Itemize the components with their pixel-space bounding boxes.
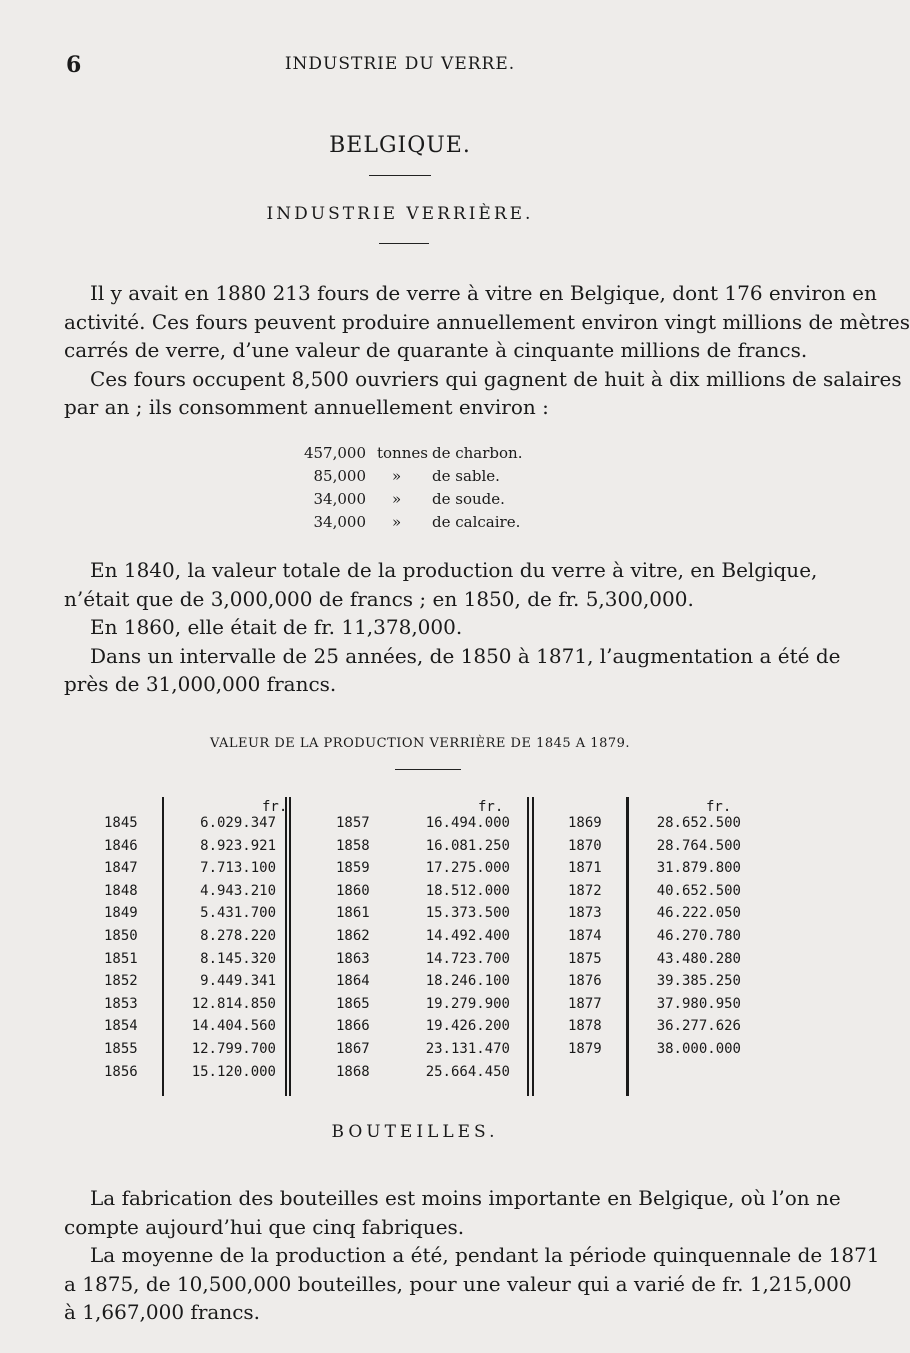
consumption-unit: » — [392, 467, 402, 485]
table-value: 7.713.100 — [200, 860, 276, 877]
history-line-4: Dans un intervalle de 25 années, de 1850 à 1871, l’augmentation a été de — [90, 643, 841, 668]
bottles-line-1: La fabrication des bouteilles est moins importante en Belgique, où l’on ne — [90, 1186, 841, 1210]
caption-rule — [395, 769, 461, 770]
intro-paragraph — [64, 279, 910, 422]
table-value: 15.373.500 — [425, 905, 510, 922]
table-year: 1865 — [336, 995, 370, 1012]
page-number: 6 — [66, 52, 82, 78]
table-year: 1852 — [104, 973, 138, 990]
table-value: 14.492.400 — [425, 928, 510, 944]
table-year: 1856 — [104, 1063, 138, 1080]
table-year: 1847 — [104, 860, 138, 877]
bottles-title: BOUTEILLES. — [331, 1122, 499, 1142]
table-unit-label: fr. — [706, 799, 732, 815]
table-divider — [162, 797, 164, 1096]
table-unit-label: fr. — [262, 799, 288, 815]
table-value: 18.512.000 — [425, 882, 510, 899]
consumption-qty: 457,000 — [303, 444, 366, 462]
history-line-1: En 1840, la valeur totale de la production du verre à vitre, en Belgique, — [90, 558, 818, 582]
table-value: 9.449.341 — [200, 973, 276, 990]
intro-line-1: Il y avait en 1880 213 fours de verre à vitre en Belgique, dont 176 environ en — [90, 281, 877, 305]
table-year: 1877 — [568, 995, 602, 1012]
intro-line-4: Ces fours occupent 8,500 ouvriers qui gagnent de huit à dix millions de salaires — [90, 366, 902, 391]
table-year: 1848 — [104, 882, 138, 899]
title-rule — [369, 175, 431, 176]
history-paragraph — [64, 556, 841, 699]
running-title: INDUSTRIE DU VERRE. — [284, 54, 516, 74]
table-value: 38.000.000 — [656, 1041, 741, 1057]
table-year: 1853 — [104, 995, 138, 1012]
table-value: 14.723.700 — [425, 950, 510, 967]
history-line-3: En 1860, elle était de fr. 11,378,000. — [90, 615, 463, 639]
bottles-paragraph — [64, 1184, 880, 1327]
table-year: 1860 — [336, 882, 370, 899]
table-year: 1855 — [104, 1041, 138, 1057]
table-year: 1849 — [104, 905, 138, 922]
intro-line-3: carrés de verre, d’une valeur de quarante à cinquante millions de francs. — [64, 338, 808, 362]
table-value: 39.385.250 — [656, 973, 741, 990]
table-value: 46.270.780 — [656, 928, 741, 944]
table-year: 1850 — [104, 928, 138, 944]
table-year: 1851 — [104, 950, 138, 967]
table-year: 1879 — [568, 1041, 602, 1057]
table-value: 28.764.500 — [656, 837, 741, 854]
table-year: 1867 — [336, 1041, 370, 1057]
consumption-unit: » — [392, 490, 402, 508]
table-value: 12.814.850 — [191, 995, 276, 1012]
table-value: 16.494.000 — [425, 815, 510, 831]
table-divider — [285, 797, 287, 1096]
table-value: 4.943.210 — [200, 882, 276, 899]
history-line-2: n’était que de 3,000,000 de francs ; en 1850, de fr. 5,300,000. — [64, 586, 694, 611]
history-line-5: près de 31,000,000 francs. — [64, 672, 337, 696]
table-year: 1858 — [336, 837, 370, 854]
bottles-line-4: a 1875, de 10,500,000 bouteilles, pour une valeur qui a varié de fr. 1,215,000 — [64, 1271, 852, 1296]
intro-line-2: activité. Ces fours peuvent produire annuellement environ vingt millions de mètres — [64, 309, 910, 334]
table-year: 1878 — [568, 1018, 602, 1035]
table-value: 23.131.470 — [425, 1041, 510, 1057]
table-year: 1846 — [104, 837, 138, 854]
table-year: 1875 — [568, 950, 602, 967]
consumption-material: de sable. — [432, 467, 500, 485]
table-year: 1861 — [336, 905, 370, 922]
consumption-unit: tonnes — [377, 444, 428, 462]
table-value: 14.404.560 — [191, 1018, 276, 1035]
table-value: 8.145.320 — [200, 950, 276, 967]
table-value: 43.480.280 — [656, 950, 741, 967]
table-year: 1874 — [568, 928, 602, 944]
table-year: 1845 — [104, 815, 138, 831]
table-value: 12.799.700 — [191, 1041, 276, 1057]
table-value: 8.923.921 — [200, 837, 276, 854]
consumption-material: de soude. — [432, 490, 505, 508]
consumption-material: de calcaire. — [432, 513, 521, 531]
table-value: 40.652.500 — [656, 882, 741, 899]
table-year: 1857 — [336, 815, 370, 831]
table-year: 1859 — [336, 860, 370, 877]
table-divider — [289, 797, 291, 1096]
table-value: 37.980.950 — [656, 995, 741, 1012]
table-value: 25.664.450 — [425, 1063, 510, 1080]
table-value: 19.279.900 — [425, 995, 510, 1012]
table-divider — [626, 797, 629, 1096]
table-value: 19.426.200 — [425, 1018, 510, 1035]
table-value: 31.879.800 — [656, 860, 741, 877]
table-year: 1872 — [568, 882, 602, 899]
table-year: 1868 — [336, 1063, 370, 1080]
table-value: 16.081.250 — [425, 837, 510, 854]
table-year: 1876 — [568, 973, 602, 990]
consumption-material: de charbon. — [432, 444, 523, 462]
table-divider — [532, 797, 534, 1096]
section-title: INDUSTRIE VERRIÈRE. — [266, 204, 534, 224]
table-value: 18.246.100 — [425, 973, 510, 990]
table-caption: VALEUR DE LA PRODUCTION VERRIÈRE DE 1845 A 1879. — [209, 736, 631, 751]
table-divider — [527, 797, 529, 1096]
table-year: 1869 — [568, 815, 602, 831]
bottles-line-5: à 1,667,000 francs. — [64, 1300, 261, 1324]
table-value: 8.278.220 — [200, 928, 276, 944]
table-value: 15.120.000 — [191, 1063, 276, 1080]
table-year: 1862 — [336, 928, 370, 944]
table-year: 1871 — [568, 860, 602, 877]
table-unit-label: fr. — [478, 799, 504, 815]
bottles-line-3: La moyenne de la production a été, pendant la période quinquennale de 1871 — [90, 1243, 880, 1267]
table-value: 46.222.050 — [656, 905, 741, 922]
table-year: 1864 — [336, 973, 370, 990]
consumption-qty: 85,000 — [313, 467, 366, 485]
intro-line-5: par an ; ils consomment annuellement environ : — [64, 395, 549, 419]
country-title: BELGIQUE. — [329, 133, 471, 158]
section-rule — [379, 243, 429, 244]
table-value: 36.277.626 — [656, 1018, 741, 1035]
table-year: 1873 — [568, 905, 602, 922]
consumption-qty: 34,000 — [313, 513, 366, 531]
table-year: 1866 — [336, 1018, 370, 1035]
table-value: 17.275.000 — [425, 860, 510, 877]
table-value: 28.652.500 — [656, 815, 741, 831]
bottles-line-2: compte aujourd’hui que cinq fabriques. — [64, 1214, 465, 1239]
consumption-qty: 34,000 — [313, 490, 366, 508]
table-value: 6.029.347 — [200, 815, 276, 831]
table-year: 1854 — [104, 1018, 138, 1035]
table-value: 5.431.700 — [200, 905, 276, 922]
consumption-unit: » — [392, 513, 402, 531]
table-year: 1863 — [336, 950, 370, 967]
table-year: 1870 — [568, 837, 602, 854]
